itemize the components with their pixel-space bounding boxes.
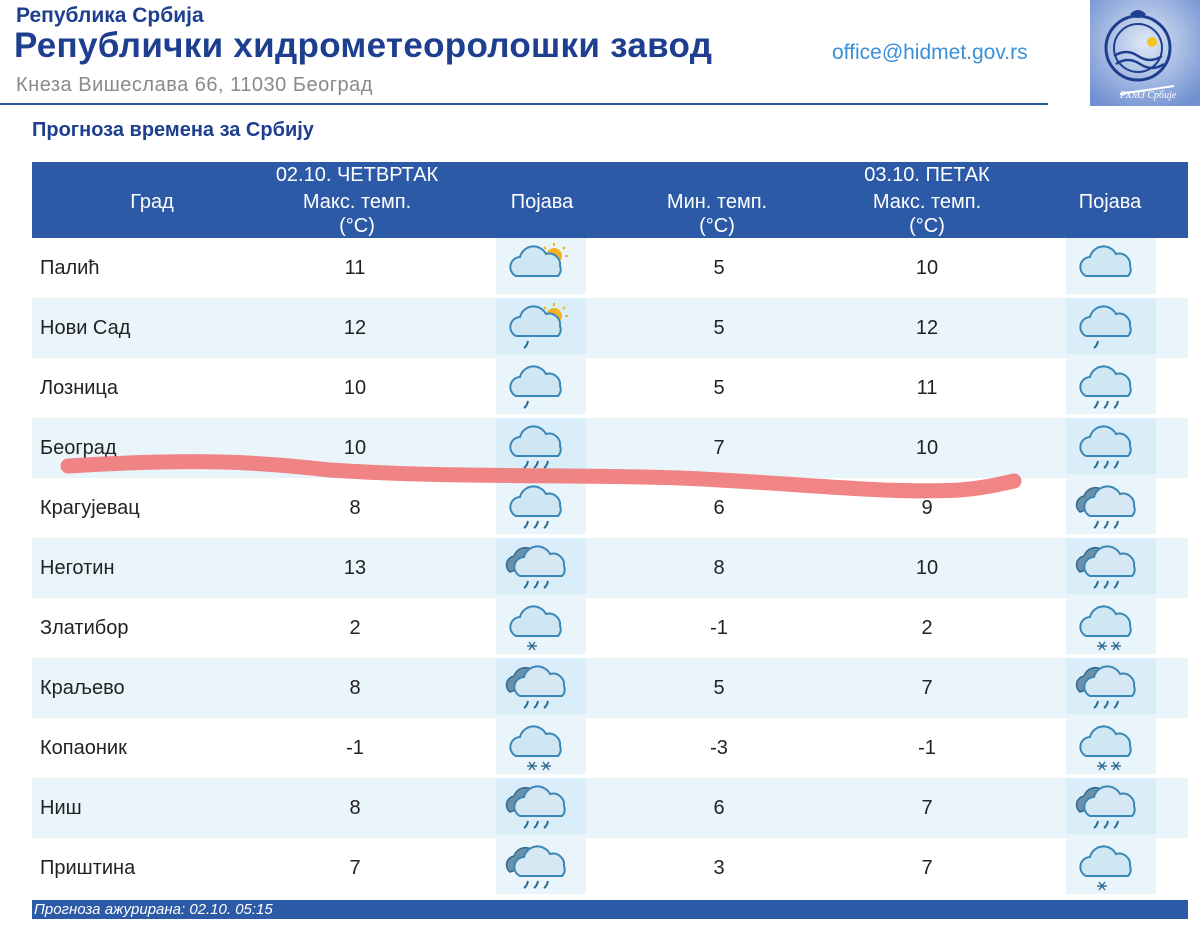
table-row xyxy=(32,538,1188,598)
col-min2-header: Мин. темп. xyxy=(666,191,768,213)
max-temp-day2: 7 xyxy=(921,857,933,879)
rhmz-logo-icon xyxy=(1090,0,1200,106)
weather-icon-cell xyxy=(496,358,586,414)
weather-icon-cell xyxy=(496,718,586,774)
max-temp-day2: 11 xyxy=(916,377,938,399)
min-temp-day2: 7 xyxy=(713,437,725,459)
weather-icon-cell xyxy=(1066,358,1156,414)
max-temp-day1: 8 xyxy=(349,677,361,699)
weather-icon-cell xyxy=(496,598,586,654)
cloudy-light-rain-icon xyxy=(496,358,586,414)
min-temp-day2: -1 xyxy=(710,617,728,639)
header-address: Кнеза Вишеслава 66, 11030 Београд xyxy=(16,74,373,96)
city-name: Златибор xyxy=(40,617,129,639)
col-phen1-header: Појава xyxy=(510,191,574,213)
table-header xyxy=(32,162,1188,238)
table-row xyxy=(32,478,1188,538)
weather-icon-cell xyxy=(496,478,586,534)
table-row xyxy=(32,838,1188,898)
weather-icon-cell xyxy=(496,538,586,594)
max-temp-day2: 9 xyxy=(921,497,933,519)
max-temp-day2: 7 xyxy=(921,797,933,819)
overcast-rain-icon xyxy=(496,658,586,714)
col-phen2-header: Појава xyxy=(1078,191,1142,213)
min-temp-day2: 5 xyxy=(713,377,725,399)
header-republic: Република Србија xyxy=(16,4,204,27)
overcast-rain-icon xyxy=(496,538,586,594)
max-temp-day2: 10 xyxy=(915,437,939,459)
city-name: Лозница xyxy=(40,377,118,399)
table-row xyxy=(32,778,1188,838)
overcast-rain-icon xyxy=(496,778,586,834)
cloudy-icon xyxy=(1066,238,1156,294)
header-divider xyxy=(0,103,1048,105)
cloudy-rain-icon xyxy=(496,418,586,474)
cloudy-rain-icon xyxy=(1066,418,1156,474)
table-row xyxy=(32,238,1188,298)
weather-icon-cell xyxy=(496,238,586,294)
city-name: Копаоник xyxy=(40,737,127,759)
day1-header: 02.10. ЧЕТВРТАК xyxy=(275,164,439,186)
min-temp-day2: 3 xyxy=(713,857,725,879)
weather-icon-cell xyxy=(1066,298,1156,354)
city-name: Палић xyxy=(40,257,100,279)
updated-footer: Прогноза ажурирана: 02.10. 05:15 xyxy=(32,900,1188,919)
max-temp-day1: 8 xyxy=(349,497,361,519)
cloudy-snow-icon xyxy=(1066,838,1156,894)
city-name: Краљево xyxy=(40,677,125,699)
city-name: Неготин xyxy=(40,557,115,579)
min-temp-day2: 5 xyxy=(713,317,725,339)
max-temp-day1: 2 xyxy=(349,617,361,639)
cloudy-heavy-snow-icon xyxy=(496,718,586,774)
partly-cloudy-light-rain-icon xyxy=(496,298,586,354)
day2-header: 03.10. ПЕТАК xyxy=(864,164,990,186)
cloudy-heavy-snow-icon xyxy=(1066,718,1156,774)
partly-cloudy-icon xyxy=(496,238,586,294)
overcast-rain-icon xyxy=(496,838,586,894)
overcast-rain-icon xyxy=(1066,658,1156,714)
max-temp-day1: 10 xyxy=(343,377,367,399)
city-name: Приштина xyxy=(40,857,136,879)
table-row xyxy=(32,598,1188,658)
min-temp-day2: 5 xyxy=(713,677,725,699)
weather-icon-cell xyxy=(1066,778,1156,834)
max-temp-day2: 12 xyxy=(915,317,939,339)
max-temp-day1: 10 xyxy=(343,437,367,459)
page-title: Прогноза времена за Србију xyxy=(32,119,314,141)
header-institute: Републички хидрометеоролошки завод xyxy=(14,26,713,65)
cloudy-light-rain-icon xyxy=(1066,298,1156,354)
max-temp-day2: 10 xyxy=(915,257,939,279)
max-temp-day1: 7 xyxy=(349,857,361,879)
city-name: Крагујевац xyxy=(40,497,140,519)
weather-icon-cell xyxy=(1066,838,1156,894)
max-temp-day1: 12 xyxy=(343,317,367,339)
max-temp-day1: -1 xyxy=(346,737,364,759)
weather-icon-cell xyxy=(496,838,586,894)
max-temp-day1: 11 xyxy=(344,257,366,279)
city-name: Нови Сад xyxy=(40,317,131,339)
cloudy-rain-icon xyxy=(1066,358,1156,414)
forecast-table xyxy=(32,162,1188,898)
max-temp-day1: 8 xyxy=(349,797,361,819)
header-email-link[interactable]: office@hidmet.gov.rs xyxy=(832,41,1028,64)
weather-icon-cell xyxy=(1066,238,1156,294)
weather-icon-cell xyxy=(496,778,586,834)
table-row xyxy=(32,718,1188,778)
city-name: Ниш xyxy=(40,797,82,819)
min-temp-day2: 8 xyxy=(713,557,725,579)
city-name: Београд xyxy=(40,437,117,459)
table-body xyxy=(32,238,1188,898)
weather-icon-cell xyxy=(1066,598,1156,654)
table-row xyxy=(32,298,1188,358)
weather-icon-cell xyxy=(1066,538,1156,594)
col-max1-header: Макс. темп. xyxy=(302,191,412,213)
col-max1-unit: (°C) xyxy=(339,215,375,237)
weather-icon-cell xyxy=(1066,478,1156,534)
logo-text: РХМЗ Србије xyxy=(1120,90,1177,101)
cloudy-rain-icon xyxy=(496,478,586,534)
max-temp-day2: -1 xyxy=(918,737,936,759)
min-temp-day2: -3 xyxy=(710,737,728,759)
overcast-rain-icon xyxy=(1066,478,1156,534)
col-max2-header: Макс. темп. xyxy=(872,191,982,213)
col-max2-unit: (°C) xyxy=(909,215,945,237)
max-temp-day2: 2 xyxy=(921,617,933,639)
max-temp-day1: 13 xyxy=(343,557,367,579)
weather-icon-cell xyxy=(1066,718,1156,774)
weather-icon-cell xyxy=(1066,418,1156,474)
min-temp-day2: 5 xyxy=(713,257,725,279)
col-min2-unit: (°C) xyxy=(699,215,735,237)
max-temp-day2: 10 xyxy=(915,557,939,579)
min-temp-day2: 6 xyxy=(713,497,725,519)
cloudy-heavy-snow-icon xyxy=(1066,598,1156,654)
table-row xyxy=(32,418,1188,478)
table-row xyxy=(32,658,1188,718)
col-city-header: Град xyxy=(130,191,174,213)
weather-icon-cell xyxy=(496,418,586,474)
overcast-rain-icon xyxy=(1066,778,1156,834)
max-temp-day2: 7 xyxy=(921,677,933,699)
cloudy-snow-icon xyxy=(496,598,586,654)
weather-icon-cell xyxy=(496,298,586,354)
weather-icon-cell xyxy=(1066,658,1156,714)
table-row xyxy=(32,358,1188,418)
overcast-rain-icon xyxy=(1066,538,1156,594)
min-temp-day2: 6 xyxy=(713,797,725,819)
weather-icon-cell xyxy=(496,658,586,714)
